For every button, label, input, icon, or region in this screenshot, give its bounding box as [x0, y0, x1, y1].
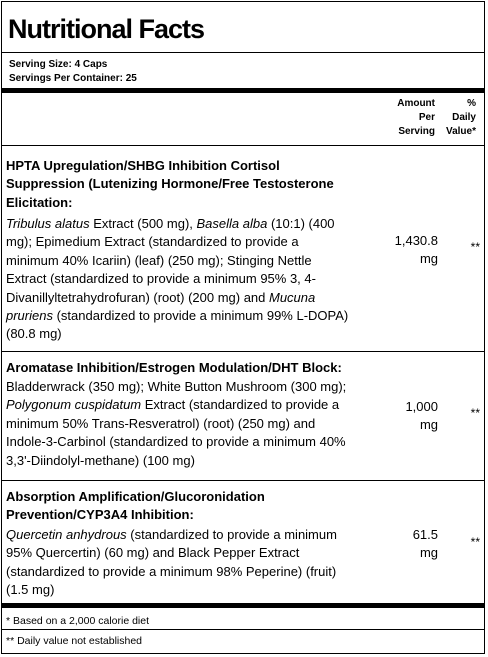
amount-unit: mg [419, 251, 438, 267]
panel-title: Nutritional Facts [8, 14, 205, 44]
nutrition-facts-panel [1, 1, 485, 654]
amount-value: 1,000 [405, 399, 438, 414]
daily-value-header-line: Value* [445, 126, 476, 137]
section-amount-hpta [374, 232, 438, 269]
section-amount-absorption [374, 526, 438, 563]
section-ingredients-absorption: Quercetin anhydrous (standardized to provide a minimum 95% Quercertin) (60 mg) and Black Pepper Extract (standardized to provide a minimum 98% Peperine) (fruit) (1.5 mg) [6, 527, 337, 598]
section-title-absorption [6, 488, 386, 525]
section-title-line: Aromatase Inhibition/Estrogen Modulation/DHT Block: [6, 360, 342, 375]
section-divider [2, 480, 484, 481]
footnote-daily-value: ** Daily value not established [6, 635, 142, 647]
amount-value: 61.5 [412, 527, 438, 542]
section-daily-value-absorption: ** [470, 535, 480, 549]
section-ingredients-hpta: Tribulus alatus Extract (500 mg), Basella alba (10:1) (400 mg); Epimedium Extract (standardized to provide a minimum 40% Icariin) (leaf) (250 mg); Stinging Nettle Extract (standardized to provide a minimum 95% 3, 4- Divanillyltetrahydrofuran) (root) (200 mg) and Mucuna pruriens (standardized to provide a minimum 99% L-DOPA) (80.8 mg) [6, 216, 349, 342]
section-title-line: Prevention/CYP3A4 Inhibition: [6, 507, 194, 523]
section-amount-aromatase [374, 398, 438, 435]
daily-value-header-line: Daily [452, 112, 476, 123]
amount-header-line: Amount [397, 98, 435, 109]
section-title-line: Elicitation: [6, 194, 73, 210]
servings-per-container: Servings Per Container: 25 [9, 73, 137, 84]
amount-per-serving-header [378, 97, 435, 139]
section-title-line: HPTA Upregulation/SHBG Inhibition Cortisol [6, 158, 280, 173]
section-daily-value-hpta: ** [470, 240, 480, 254]
amount-header-line: Serving [398, 126, 435, 137]
section-title-line: Absorption Amplification/Glucoronidation [6, 489, 265, 504]
daily-value-header [438, 97, 476, 139]
header-divider [2, 88, 484, 93]
amount-header-line: Per [418, 112, 435, 123]
section-title-line: Suppression (Lutenizing Hormone/Free Testosterone [6, 176, 334, 192]
amount-unit: mg [419, 545, 438, 561]
footnote-calorie-diet: * Based on a 2,000 calorie diet [6, 615, 150, 627]
section-divider [2, 351, 484, 352]
section-ingredients-aromatase: Bladderwrack (350 mg); White Button Mushroom (300 mg); Polygonum cuspidatum Extract (standardized to provide a minimum 50% Trans-Resveratrol) (root) (250 mg) and Indole-3-Carbinol (standardized to provide a minimum 40% 3,3'-Diindolyl-methane) (100 mg) [6, 379, 347, 468]
amount-unit: mg [419, 417, 438, 433]
title-divider [2, 52, 484, 53]
section-title-aromatase [6, 359, 386, 377]
section-daily-value-aromatase: ** [470, 406, 480, 420]
section-title-hpta [6, 157, 386, 212]
daily-value-header-line: % [467, 98, 476, 109]
footer-divider [2, 603, 484, 608]
amount-value: 1,430.8 [394, 233, 438, 248]
header-bottom-divider [2, 145, 484, 146]
serving-size: Serving Size: 4 Caps [9, 59, 108, 70]
footnote-divider [2, 629, 484, 630]
